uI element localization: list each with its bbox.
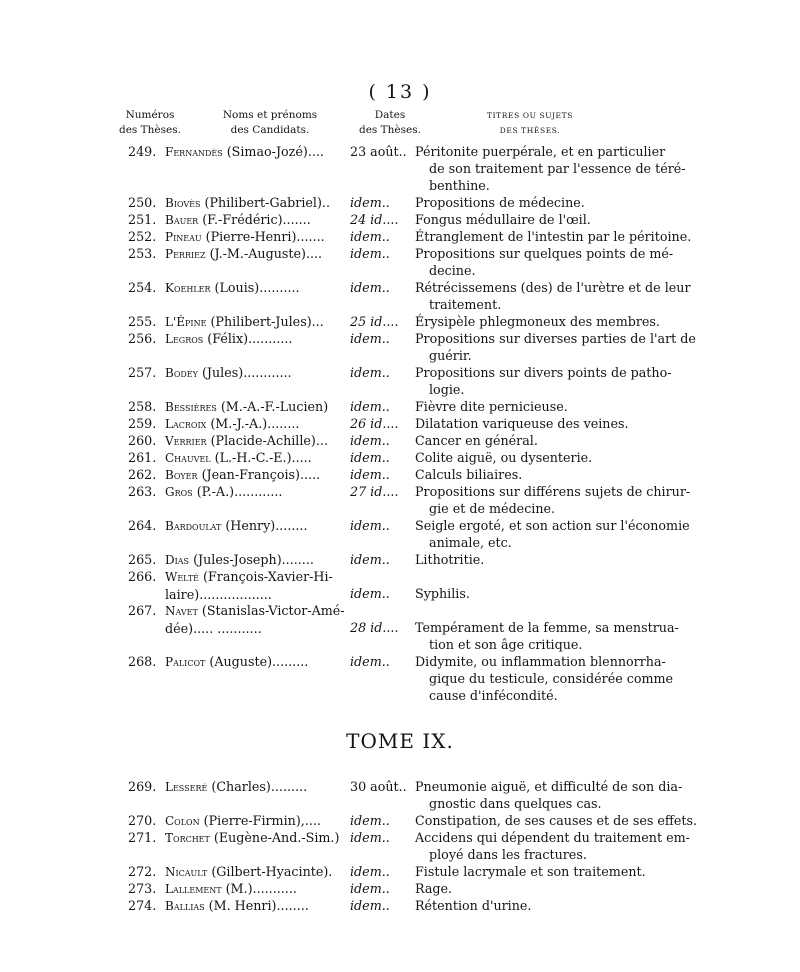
thesis-date: idem..	[350, 365, 390, 380]
thesis-number: 262.	[128, 467, 157, 482]
thesis-date: idem..	[350, 331, 390, 346]
thesis-number: 255.	[128, 314, 157, 329]
thesis-number: 251.	[128, 212, 157, 227]
header-titres-line1: TITRES OU SUJETS	[487, 111, 573, 120]
thesis-title-line: Cancer en général.	[415, 433, 538, 448]
candidate-surname: Gros	[165, 485, 193, 499]
thesis-date: 26 id....	[350, 416, 399, 431]
thesis-date: idem..	[350, 467, 390, 482]
thesis-title	[415, 812, 698, 829]
thesis-title-line: Propositions sur différens sujets de chirur-	[415, 484, 691, 499]
candidate-surname: Chauvel	[165, 451, 211, 465]
thesis-number: 260.	[128, 433, 157, 448]
thesis-title	[415, 415, 670, 432]
candidate-name	[165, 415, 345, 433]
candidate-name	[165, 880, 345, 898]
candidate-name-line: Pineau (Pierre-Henri).......	[165, 229, 325, 244]
thesis-number: 252.	[128, 229, 157, 244]
candidate-name	[165, 602, 345, 637]
candidate-name-line: Biovès (Philibert-Gabriel)..	[165, 195, 330, 210]
thesis-title-line: Péritonite puerpérale, et en particulier	[415, 144, 666, 159]
thesis-title	[415, 585, 670, 602]
thesis-title	[415, 778, 683, 812]
candidate-name-line: Lesseré (Charles).........	[165, 779, 308, 794]
thesis-title	[415, 449, 670, 466]
thesis-number: 258.	[128, 399, 157, 414]
thesis-title-line: Fongus médullaire de l'œil.	[415, 212, 591, 227]
thesis-date: idem..	[350, 450, 390, 465]
thesis-number: 256.	[128, 331, 157, 346]
thesis-title	[415, 466, 670, 483]
header-dates	[358, 108, 422, 138]
candidate-surname: Koehler	[165, 281, 211, 295]
thesis-title-line: gique du testicule, considérée comme	[429, 671, 674, 686]
header-noms-line2: des Candidats.	[230, 124, 310, 136]
thesis-number: 266.	[128, 569, 157, 584]
header-titres	[450, 108, 610, 138]
thesis-title-line: Pneumonie aiguë, et difficulté de son dia-	[415, 779, 683, 794]
thesis-title-line: Fièvre dite pernicieuse.	[415, 399, 568, 414]
candidate-name	[165, 279, 345, 297]
candidate-surname: Perriez	[165, 247, 206, 261]
candidate-name-line: Colon (Pierre-Firmin),....	[165, 813, 321, 828]
thesis-number: 263.	[128, 484, 157, 499]
candidate-surname: Lacroix	[165, 417, 207, 431]
thesis-title-line: Propositions sur diverses parties de l'art de	[415, 331, 696, 346]
candidate-surname: Fernandès	[165, 145, 223, 159]
thesis-title-line: Constipation, de ses causes et de ses effets.	[415, 813, 698, 828]
thesis-number: 271.	[128, 830, 157, 845]
thesis-title-line: Accidens qui dépendent du traitement em-	[415, 830, 690, 845]
thesis-number: 272.	[128, 864, 157, 879]
candidate-surname: Ballias	[165, 899, 205, 913]
candidate-name-line: Bauer (F.-Frédéric).......	[165, 212, 311, 227]
candidate-surname: L'Épine	[165, 315, 207, 329]
candidate-surname: Bessières	[165, 400, 217, 414]
thesis-date: idem..	[350, 813, 390, 828]
thesis-title-line: Tempérament de la femme, sa menstrua-	[415, 620, 679, 635]
candidate-name-line: Bodey (Jules)............	[165, 365, 292, 380]
thesis-title-line: guérir.	[429, 348, 472, 363]
thesis-title-line: cause d'infécondité.	[429, 688, 558, 703]
thesis-date: idem..	[350, 881, 390, 896]
thesis-number: 273.	[128, 881, 157, 896]
header-dates-line1: Dates	[374, 109, 406, 121]
thesis-title-line: benthine.	[429, 178, 490, 193]
candidate-name-line: Lallement (M.)...........	[165, 881, 297, 896]
thesis-title	[415, 653, 674, 704]
thesis-title-line: animale, etc.	[429, 535, 512, 550]
candidate-name	[165, 517, 345, 535]
candidate-surname: Bauer	[165, 213, 199, 227]
thesis-number: 265.	[128, 552, 157, 567]
header-numeros-line2: des Thèses.	[119, 124, 181, 136]
candidate-name-line: Koehler (Louis)..........	[165, 280, 300, 295]
candidate-name	[165, 897, 345, 915]
candidate-name	[165, 653, 345, 671]
thesis-title	[415, 211, 670, 228]
thesis-title-line: Érysipèle phlegmoneux des membres.	[415, 314, 660, 329]
thesis-title	[415, 313, 670, 330]
candidate-name	[165, 211, 345, 229]
thesis-title-line: Syphilis.	[415, 586, 470, 601]
thesis-title	[415, 897, 670, 914]
candidate-name-line: Verrier (Placide-Achille)...	[165, 433, 328, 448]
thesis-number: 268.	[128, 654, 157, 669]
candidate-name-line: dée)..... ...........	[165, 621, 262, 636]
candidate-surname: Pineau	[165, 230, 202, 244]
thesis-title-line: Rétrécissemens (des) de l'urètre et de leur	[415, 280, 691, 295]
thesis-date: idem..	[350, 399, 390, 414]
thesis-title-line: Fistule lacrymale et son traitement.	[415, 864, 646, 879]
thesis-title	[415, 143, 686, 194]
thesis-title	[415, 863, 670, 880]
candidate-name	[165, 778, 345, 796]
thesis-title	[415, 483, 691, 517]
thesis-title	[415, 194, 670, 211]
thesis-date: idem..	[350, 654, 390, 669]
thesis-title	[415, 551, 670, 568]
thesis-title-line: tion et son âge critique.	[429, 637, 583, 652]
thesis-number: 267.	[128, 603, 157, 618]
candidate-name-line: Fernandès (Simao-Jozé)....	[165, 144, 324, 159]
thesis-number: 264.	[128, 518, 157, 533]
thesis-number: 269.	[128, 779, 157, 794]
candidate-surname: Biovès	[165, 196, 201, 210]
thesis-title	[415, 330, 696, 364]
thesis-title-line: Seigle ergoté, et son action sur l'économie	[415, 518, 690, 533]
thesis-title	[415, 619, 679, 653]
candidate-name	[165, 483, 345, 501]
candidate-surname: Boyer	[165, 468, 198, 482]
thesis-date: idem..	[350, 830, 390, 845]
candidate-surname: Welté	[165, 570, 200, 584]
thesis-number: 254.	[128, 280, 157, 295]
section-title: TOME IX.	[346, 729, 454, 753]
thesis-title	[415, 880, 670, 897]
candidate-surname: Palicot	[165, 655, 206, 669]
candidate-name	[165, 330, 345, 348]
thesis-date: idem..	[350, 864, 390, 879]
thesis-date: idem..	[350, 229, 390, 244]
thesis-number: 250.	[128, 195, 157, 210]
thesis-title-line: Rage.	[415, 881, 453, 896]
candidate-name-line: Boyer (Jean-François).....	[165, 467, 321, 482]
thesis-date: 24 id....	[350, 212, 399, 227]
header-noms	[200, 108, 340, 138]
thesis-date: idem..	[350, 195, 390, 210]
candidate-name-line: Navet (Stanislas-Victor-Amé-	[165, 603, 345, 618]
thesis-date: idem..	[350, 552, 390, 567]
candidate-name-line: Bessières (M.-A.-F.-Lucien)	[165, 399, 329, 414]
candidate-name	[165, 863, 345, 881]
thesis-date: idem..	[350, 586, 390, 601]
candidate-name-line: Dias (Jules-Joseph)........	[165, 552, 314, 567]
candidate-name-line: Torchet (Eugène-And.-Sim.)	[165, 830, 340, 845]
thesis-number: 257.	[128, 365, 157, 380]
candidate-surname: Lallement	[165, 882, 222, 896]
thesis-title	[415, 279, 691, 313]
thesis-title-line: Didymite, ou inflammation blennorrha-	[415, 654, 666, 669]
thesis-date: idem..	[350, 280, 390, 295]
candidate-name-line: laire)..................	[165, 587, 272, 602]
candidate-name-line: Chauvel (L.-H.-C.-E.).....	[165, 450, 312, 465]
thesis-title	[415, 432, 670, 449]
candidate-name	[165, 466, 345, 484]
thesis-title	[415, 829, 690, 863]
candidate-name-line: Ballias (M. Henri)........	[165, 898, 309, 913]
candidate-name-line: Lacroix (M.-J.-A.)........	[165, 416, 300, 431]
thesis-title-line: Calculs biliaires.	[415, 467, 523, 482]
thesis-number: 253.	[128, 246, 157, 261]
candidate-name	[165, 313, 345, 331]
header-numeros	[118, 108, 182, 138]
thesis-number: 249.	[128, 144, 157, 159]
candidate-name-line: Bardoulat (Henry)........	[165, 518, 308, 533]
thesis-title-line: gie et de médecine.	[429, 501, 556, 516]
thesis-title	[415, 517, 690, 551]
thesis-date: idem..	[350, 433, 390, 448]
thesis-title	[415, 228, 692, 245]
candidate-name	[165, 364, 345, 382]
candidate-name-line: Welté (François-Xavier-Hi-	[165, 569, 333, 584]
candidate-name-line: Perriez (J.-M.-Auguste)....	[165, 246, 323, 261]
candidate-surname: Bardoulat	[165, 519, 222, 533]
candidate-name	[165, 432, 345, 450]
header-dates-line2: des Thèses.	[359, 124, 421, 136]
thesis-date: 27 id....	[350, 484, 399, 499]
thesis-title-line: traitement.	[429, 297, 502, 312]
candidate-name	[165, 143, 345, 161]
thesis-title-line: Dilatation variqueuse des veines.	[415, 416, 629, 431]
thesis-title-line: Propositions de médecine.	[415, 195, 585, 210]
page-number: ( 13 )	[368, 81, 432, 103]
candidate-surname: Nicault	[165, 865, 208, 879]
thesis-title-line: Lithotritie.	[415, 552, 485, 567]
thesis-date: 30 août..	[350, 779, 407, 794]
candidate-surname: Torchet	[165, 831, 210, 845]
thesis-number: 274.	[128, 898, 157, 913]
thesis-date: 23 août..	[350, 144, 407, 159]
candidate-name	[165, 228, 345, 246]
thesis-title-line: gnostic dans quelques cas.	[429, 796, 602, 811]
candidate-name	[165, 829, 345, 847]
thesis-title	[415, 364, 670, 398]
candidate-name	[165, 551, 345, 569]
candidate-name-line: Nicault (Gilbert-Hyacinte).	[165, 864, 333, 879]
candidate-surname: Legros	[165, 332, 204, 346]
header-titres-line2: DES THÈSES.	[499, 126, 561, 135]
thesis-title-line: decine.	[429, 263, 476, 278]
thesis-title	[415, 398, 670, 415]
thesis-title-line: de son traitement par l'essence de téré-	[429, 161, 686, 176]
candidate-name-line: Gros (P.-A.)............	[165, 484, 283, 499]
thesis-date: idem..	[350, 518, 390, 533]
thesis-date: 25 id....	[350, 314, 399, 329]
thesis-title-line: Propositions sur divers points de patho-	[415, 365, 672, 380]
candidate-name-line: L'Épine (Philibert-Jules)...	[165, 314, 324, 329]
thesis-date: idem..	[350, 898, 390, 913]
thesis-title-line: Colite aiguë, ou dysenterie.	[415, 450, 593, 465]
thesis-title	[415, 245, 674, 279]
candidate-name	[165, 245, 345, 263]
thesis-number: 261.	[128, 450, 157, 465]
candidate-name-line: Palicot (Auguste).........	[165, 654, 309, 669]
candidate-name	[165, 812, 345, 830]
thesis-date: idem..	[350, 246, 390, 261]
candidate-surname: Dias	[165, 553, 190, 567]
candidate-name	[165, 449, 345, 467]
candidate-name	[165, 194, 345, 212]
header-noms-line1: Noms et prénoms	[222, 109, 318, 121]
thesis-title-line: Propositions sur quelques points de mé-	[415, 246, 674, 261]
candidate-surname: Navet	[165, 604, 198, 618]
thesis-title-line: logie.	[429, 382, 465, 397]
candidate-name	[165, 568, 345, 603]
candidate-surname: Verrier	[165, 434, 207, 448]
thesis-title-line: Étranglement de l'intestin par le péritoine.	[415, 229, 692, 244]
thesis-title-line: Rétention d'urine.	[415, 898, 532, 913]
candidate-name-line: Legros (Félix)...........	[165, 331, 293, 346]
candidate-surname: Lesseré	[165, 780, 208, 794]
thesis-number: 270.	[128, 813, 157, 828]
header-numeros-line1: Numéros	[125, 109, 175, 121]
thesis-number: 259.	[128, 416, 157, 431]
candidate-surname: Bodey	[165, 366, 198, 380]
candidate-surname: Colon	[165, 814, 200, 828]
candidate-name	[165, 398, 345, 416]
thesis-date: 28 id....	[350, 620, 399, 635]
thesis-title-line: ployé dans les fractures.	[429, 847, 587, 862]
